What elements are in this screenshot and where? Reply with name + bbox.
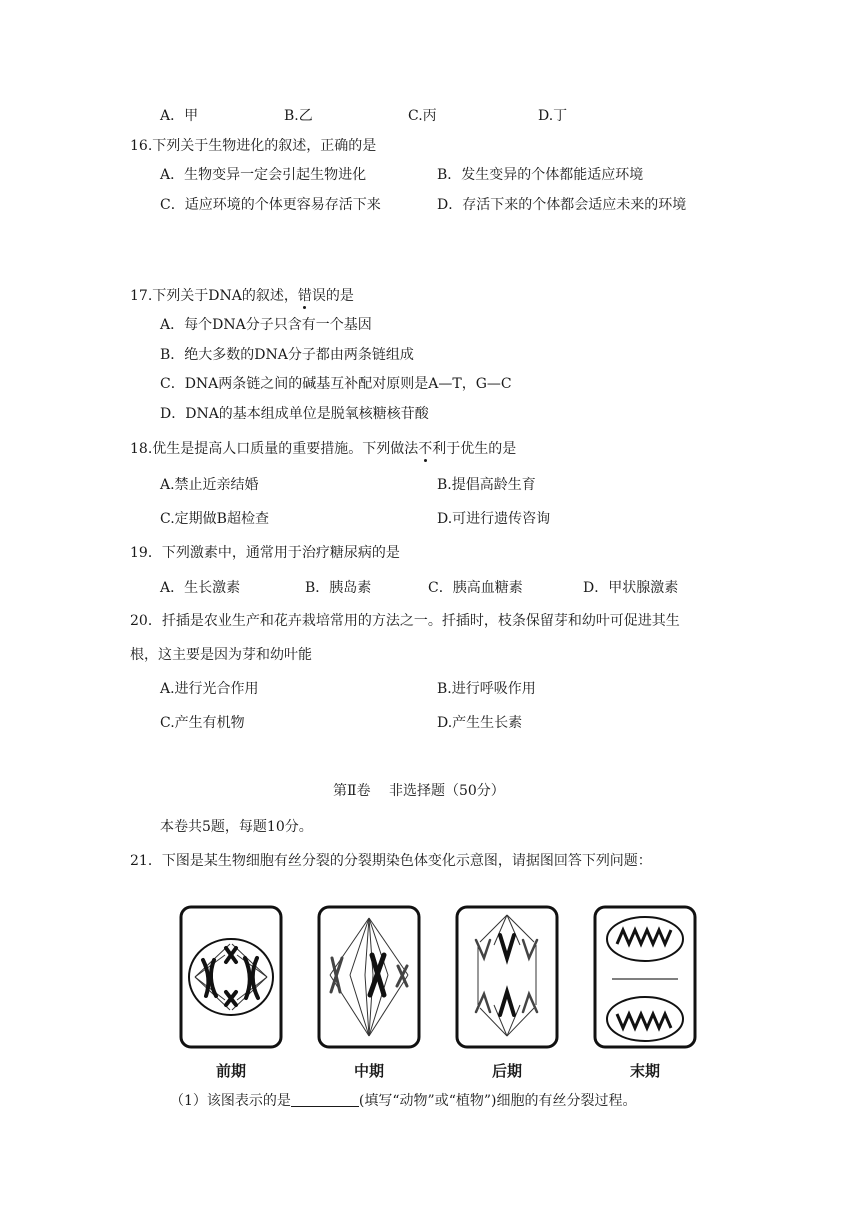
q20-stem-line2: 根，这主要是因为芽和幼叶能 <box>130 647 312 663</box>
part2-intro: 本卷共5题，每题10分。 <box>160 819 313 835</box>
q18-stem-emphasis: 不 <box>418 441 433 457</box>
q15-option-b[interactable]: B.乙 <box>284 108 313 124</box>
anaphase-cell <box>457 907 557 1047</box>
q17-option-a[interactable]: A．每个DNA分子只含有一个基因 <box>160 317 372 333</box>
q19-option-b[interactable]: B．胰岛素 <box>305 580 372 596</box>
q17-stem-after: 误的是 <box>311 288 354 304</box>
q21-stem: 21．下图是某生物细胞有丝分裂的分裂期染色体变化示意图，请据图回答下列问题： <box>130 853 652 869</box>
q18-option-d[interactable]: D.可进行遗传咨询 <box>437 511 551 527</box>
q15-option-d[interactable]: D.丁 <box>538 108 568 124</box>
q16-option-a[interactable]: A．生物变异一定会引起生物进化 <box>160 167 367 183</box>
q16-stem: 16.下列关于生物进化的叙述，正确的是 <box>130 138 377 154</box>
stage-label-metaphase: 中期 <box>353 1062 384 1080</box>
q20-option-a[interactable]: A.进行光合作用 <box>160 681 259 697</box>
q15-option-a[interactable]: A．甲 <box>160 108 199 124</box>
q17-stem-before: 17.下列关于DNA的叙述， <box>130 288 298 304</box>
q21-sub1-after: (填写“动物”或“植物”)细胞的有丝分裂过程。 <box>358 1093 637 1109</box>
q18-stem-before: 18.优生是提高人口质量的重要措施。下列做法 <box>130 441 419 457</box>
q20-option-b[interactable]: B.进行呼吸作用 <box>437 681 536 697</box>
q20-option-d[interactable]: D.产生生长素 <box>437 715 523 731</box>
q18-option-b[interactable]: B.提倡高龄生育 <box>437 477 536 493</box>
telophase-cell <box>595 907 695 1047</box>
q17-option-c[interactable]: C．DNA两条链之间的碱基互补配对原则是A—T，G—C <box>160 376 512 392</box>
prophase-cell <box>181 907 281 1047</box>
q20-stem-line1: 20．扦插是农业生产和花卉栽培常用的方法之一。扦插时，枝条保留芽和幼叶可促进其生 <box>130 613 680 629</box>
q16-option-d[interactable]: D．存活下来的个体都会适应未来的环境 <box>437 197 687 213</box>
q20-option-c[interactable]: C.产生有机物 <box>160 715 245 731</box>
q18-option-c[interactable]: C.定期做B超检查 <box>160 511 269 527</box>
q18-stem-after: 利于优生的是 <box>432 441 517 457</box>
q19-stem: 19．下列激素中，通常用于治疗糖尿病的是 <box>130 545 400 561</box>
q17-stem-emphasis: 错 <box>297 288 312 304</box>
q19-option-c[interactable]: C．胰高血糖素 <box>428 580 523 596</box>
q17-option-d[interactable]: D．DNA的基本组成单位是脱氧核糖核苷酸 <box>160 406 429 422</box>
q21-sub1-before: （1）该图表示的是 <box>170 1093 291 1109</box>
stage-label-prophase: 前期 <box>215 1062 246 1080</box>
q21-sub1 <box>170 1092 636 1110</box>
q18-option-a[interactable]: A.禁止近亲结婚 <box>160 477 259 493</box>
answer-blank[interactable] <box>291 1092 359 1107</box>
q17-option-b[interactable]: B．绝大多数的DNA分子都由两条链组成 <box>160 347 414 363</box>
q16-option-b[interactable]: B．发生变异的个体都能适应环境 <box>437 167 644 183</box>
stage-label-telophase: 末期 <box>629 1062 660 1080</box>
metaphase-cell <box>319 907 419 1047</box>
q16-option-c[interactable]: C．适应环境的个体更容易存活下来 <box>160 197 381 213</box>
q15-option-c[interactable]: C.丙 <box>408 108 437 124</box>
q19-option-a[interactable]: A．生长激素 <box>160 580 241 596</box>
q19-option-d[interactable]: D．甲状腺激素 <box>583 580 679 596</box>
stage-label-anaphase: 后期 <box>491 1062 522 1080</box>
part2-title: 第Ⅱ卷 非选择题（50分） <box>333 783 505 799</box>
